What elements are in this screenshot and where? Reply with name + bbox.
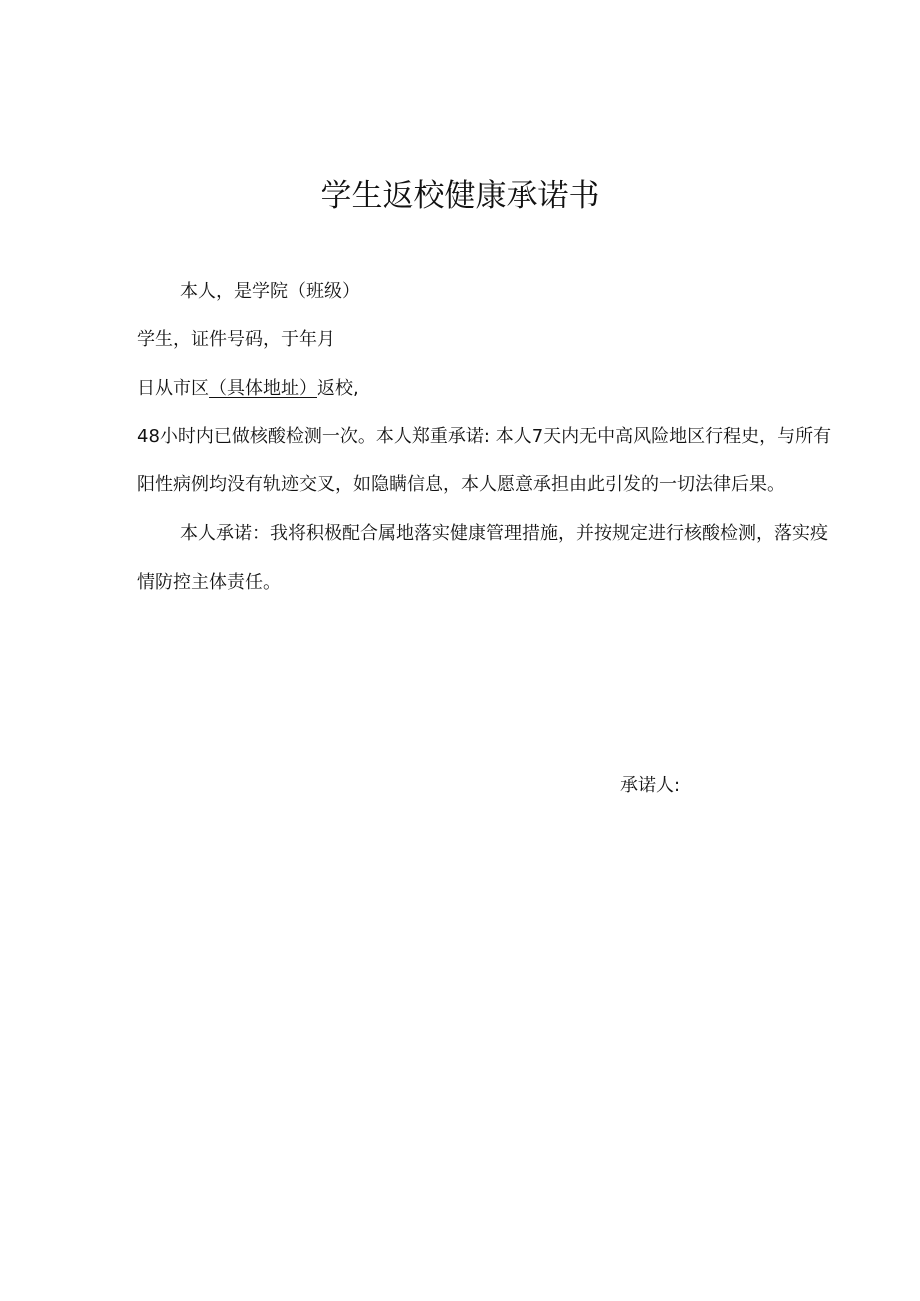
address-placeholder: （具体地址） [209,378,317,399]
line3-prefix: 日从市区 [137,378,209,399]
paragraph-line-3 [137,376,359,402]
paragraph-line-6: 本人承诺：我将积极配合属地落实健康管理措施，并按规定进行核酸检测，落实疫 [180,523,828,544]
document-title: 学生返校健康承诺书 [320,178,600,214]
paragraph-line-5: 阳性病例均没有轨迹交叉，如隐瞒信息，本人愿意承担由此引发的一切法律后果。 [137,474,785,495]
paragraph-line-2: 学生，证件号码，于年月 [137,329,335,350]
paragraph-line-1: 本人，是学院（班级） [180,281,360,302]
paragraph-line-4: 48小时内已做核酸检测一次。本人郑重承诺: 本人7天内无中高风险地区行程史，与所有 [137,426,832,447]
signer-label: 承诺人: [620,775,681,796]
paragraph-line-7: 情防控主体责任。 [137,572,281,593]
line3-suffix: 返校, [317,378,359,399]
